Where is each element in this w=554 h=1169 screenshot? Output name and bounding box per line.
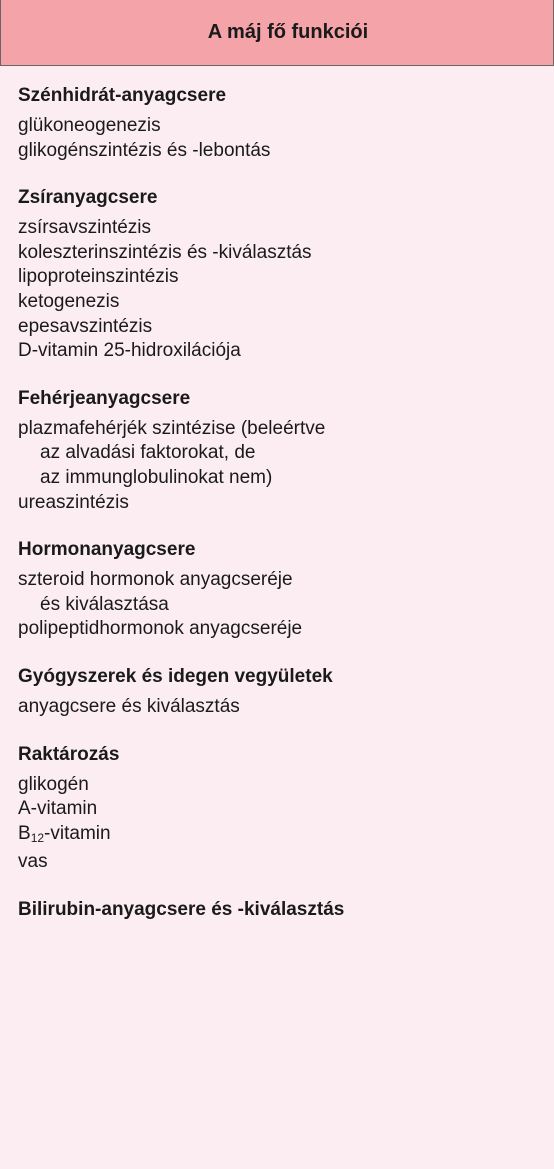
section-hormone-metabolism [18,538,548,642]
list-item: glikogén [18,773,89,795]
list-item: ureaszintézis [18,491,129,513]
list-item: szteroid hormonok anyagcseréje [18,569,293,591]
b12-subscript: 12 [30,830,45,845]
section-storage [18,743,548,875]
section-drugs-foreign-compounds [18,665,548,720]
list-item: glikogénszintézis és -lebontás [18,139,271,161]
section-title: Bilirubin-anyagcsere és -kiválasztás [18,898,345,920]
section-title: Raktározás [18,743,120,765]
list-item: epesavszintézis [18,315,153,337]
list-item: koleszterinszintézis és -kiválasztás [18,241,312,263]
list-item: polipeptidhormonok anyagcseréje [18,618,303,640]
list-item: D-vitamin 25-hidroxilációja [18,340,241,362]
section-title: Fehérjeanyagcsere [18,387,191,409]
table-title: A máj fő funkciói [207,21,369,43]
list-item-continuation: az alvadási faktorokat, de [40,442,256,464]
section-protein-metabolism [18,387,548,515]
list-item: glükoneogenezis [18,115,161,136]
list-item: plazmafehérjék szintézise (beleértve [18,417,326,439]
list-item: ketogenezis [18,290,120,312]
list-item-continuation: az immunglobulinokat nem) [40,466,273,488]
section-bilirubin-metabolism [18,898,548,922]
section-title: Hormonanyagcsere [18,539,196,561]
section-title: Szénhidrát-anyagcsere [18,85,227,106]
section-title: Zsíranyagcsere [18,187,158,209]
table-header [0,0,554,66]
list-item: anyagcsere és kiválasztás [18,695,240,717]
b12-suffix: -vitamin [44,822,111,844]
section-carbohydrate-metabolism [18,84,548,163]
header-left-border [0,0,1,66]
section-fat-metabolism [18,186,548,364]
list-item: zsírsavszintézis [18,217,152,239]
list-item: vas [18,851,48,873]
list-item-b12-vitamin [18,822,548,851]
list-item-continuation: és kiválasztása [40,593,169,615]
section-title: Gyógyszerek és idegen vegyületek [18,665,333,687]
b12-base: B [18,822,31,844]
table-body [18,84,548,945]
list-item: lipoproteinszintézis [18,266,179,288]
list-item: A-vitamin [18,798,98,820]
